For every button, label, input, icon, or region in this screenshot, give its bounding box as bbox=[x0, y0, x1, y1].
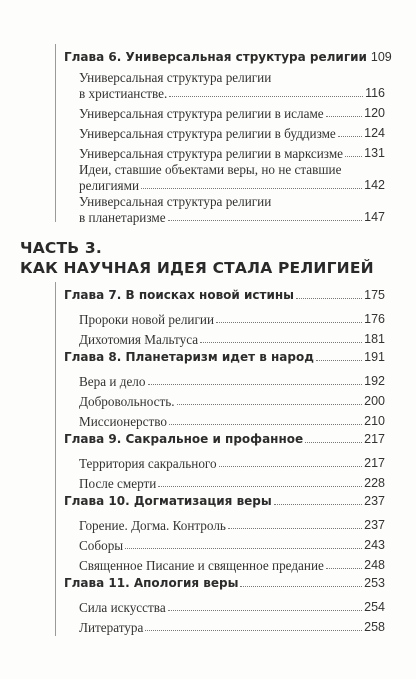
page-number: 120 bbox=[364, 106, 385, 120]
page-number: 176 bbox=[364, 312, 385, 326]
toc-entry[interactable] bbox=[56, 308, 385, 328]
entry-text-line1: Универсальная структура религии bbox=[79, 70, 272, 85]
page-number: 175 bbox=[364, 288, 385, 302]
leader-dots bbox=[168, 610, 362, 611]
entry-text-line2: религиями bbox=[79, 178, 140, 193]
leader-dots bbox=[125, 548, 362, 549]
page-number: 142 bbox=[364, 178, 385, 192]
entry-text: Территория сакрального bbox=[79, 456, 217, 471]
chapter-6-heading[interactable] bbox=[56, 44, 392, 66]
entry-text: Сила искусства bbox=[79, 600, 166, 615]
leader-dots bbox=[168, 220, 363, 221]
page-number: 210 bbox=[364, 414, 385, 428]
entry-text: Горение. Догма. Контроль bbox=[79, 518, 226, 533]
chapter-7-block bbox=[55, 282, 385, 348]
leader-dots bbox=[338, 136, 362, 137]
entry-text: Пророки новой религии bbox=[79, 312, 215, 327]
chapter-7-heading[interactable] bbox=[56, 282, 385, 304]
entry-text: Универсальная структура религии в марксизме bbox=[79, 146, 344, 161]
entry-text: Литература bbox=[79, 620, 144, 635]
page-number: 254 bbox=[364, 600, 385, 614]
page-number: 237 bbox=[364, 518, 385, 532]
page-number: 200 bbox=[364, 394, 385, 408]
page-number: 258 bbox=[364, 620, 385, 634]
chapter-11-block bbox=[55, 570, 385, 636]
page-number: 181 bbox=[364, 332, 385, 346]
entry-text-line2: в планетаризме bbox=[79, 210, 166, 225]
entry-text: Священное Писание и священное предание bbox=[79, 558, 324, 573]
entry-text: Дихотомия Мальтуса bbox=[79, 332, 199, 347]
chapter-9-heading[interactable] bbox=[56, 426, 385, 448]
page-number: 248 bbox=[364, 558, 385, 572]
toc-entry[interactable] bbox=[56, 70, 385, 102]
chapter-8-heading[interactable] bbox=[56, 344, 385, 366]
page-number: 192 bbox=[364, 374, 385, 388]
entry-text: Универсальная структура религии в исламе bbox=[79, 106, 324, 121]
page-number: 228 bbox=[364, 476, 385, 490]
chapter-9-block bbox=[55, 426, 385, 492]
toc-entry[interactable] bbox=[56, 162, 385, 194]
page-number: 124 bbox=[364, 126, 385, 140]
chapter-10-block bbox=[55, 488, 385, 574]
page-number: 131 bbox=[364, 146, 385, 160]
chapter-11-heading[interactable] bbox=[56, 570, 385, 592]
leader-dots bbox=[219, 466, 363, 467]
entry-text: Миссионерство bbox=[79, 414, 167, 429]
chapter-title: Глава 6. Универсальная структура религии bbox=[64, 50, 367, 64]
toc-entry[interactable] bbox=[56, 390, 385, 410]
part-number: ЧАСТЬ 3. bbox=[20, 239, 102, 257]
leader-dots bbox=[305, 442, 362, 443]
page-number: 147 bbox=[364, 210, 385, 224]
leader-dots bbox=[145, 630, 362, 631]
entry-text: Универсальная структура религии в буддизме bbox=[79, 126, 336, 141]
toc-entry[interactable] bbox=[56, 596, 385, 616]
page-number: 109 bbox=[370, 50, 392, 64]
part-title: КАК НАУЧНАЯ ИДЕЯ СТАЛА РЕЛИГИЕЙ bbox=[20, 259, 374, 277]
chapter-6-block bbox=[55, 44, 392, 225]
chapter-10-heading[interactable] bbox=[56, 488, 385, 510]
leader-dots bbox=[169, 424, 362, 425]
toc-entry[interactable] bbox=[56, 534, 385, 554]
leader-dots bbox=[326, 116, 362, 117]
toc-entry[interactable] bbox=[56, 452, 385, 472]
toc-entry[interactable] bbox=[56, 194, 385, 226]
entry-text-line2: в христианстве. bbox=[79, 86, 168, 101]
leader-dots bbox=[158, 486, 362, 487]
entry-text-line1: Универсальная структура религии bbox=[79, 194, 272, 209]
leader-dots bbox=[200, 342, 362, 343]
leader-dots bbox=[240, 586, 362, 587]
entry-text: Добровольность. bbox=[79, 394, 175, 409]
page-number: 253 bbox=[364, 576, 385, 590]
leader-dots bbox=[316, 360, 362, 361]
leader-dots bbox=[228, 528, 362, 529]
leader-dots bbox=[141, 188, 362, 189]
entry-text: После смерти bbox=[79, 476, 157, 491]
page-number: 191 bbox=[364, 350, 385, 364]
page-number: 217 bbox=[364, 456, 385, 470]
chapter-title: Глава 9. Сакральное и профанное bbox=[64, 432, 304, 446]
chapter-title: Глава 8. Планетаризм идет в народ bbox=[64, 350, 314, 364]
leader-dots bbox=[326, 568, 362, 569]
chapter-title: Глава 10. Догматизация веры bbox=[64, 494, 272, 508]
leader-dots bbox=[274, 504, 362, 505]
toc-entry[interactable] bbox=[56, 122, 385, 142]
chapter-8-block bbox=[55, 344, 385, 430]
leader-dots bbox=[177, 404, 363, 405]
chapter-title: Глава 7. В поисках новой истины bbox=[64, 288, 295, 302]
part-heading bbox=[20, 238, 374, 278]
leader-dots bbox=[296, 298, 362, 299]
entry-text: Вера и дело bbox=[79, 374, 146, 389]
toc-entry[interactable] bbox=[56, 616, 385, 636]
leader-dots bbox=[345, 156, 362, 157]
leader-dots bbox=[169, 96, 363, 97]
toc-entry[interactable] bbox=[56, 102, 385, 122]
leader-dots bbox=[148, 384, 363, 385]
leader-dots bbox=[216, 322, 362, 323]
chapter-title: Глава 11. Апология веры bbox=[64, 576, 239, 590]
page-number: 237 bbox=[364, 494, 385, 508]
toc-entry[interactable] bbox=[56, 514, 385, 534]
page-number: 243 bbox=[364, 538, 385, 552]
toc-entry[interactable] bbox=[56, 370, 385, 390]
entry-text-line1: Идеи, ставшие объектами веры, но не ставшие bbox=[79, 162, 342, 177]
toc-entry[interactable] bbox=[56, 142, 385, 162]
page-number: 116 bbox=[365, 86, 385, 100]
entry-text: Соборы bbox=[79, 538, 124, 553]
page-number: 217 bbox=[364, 432, 385, 446]
